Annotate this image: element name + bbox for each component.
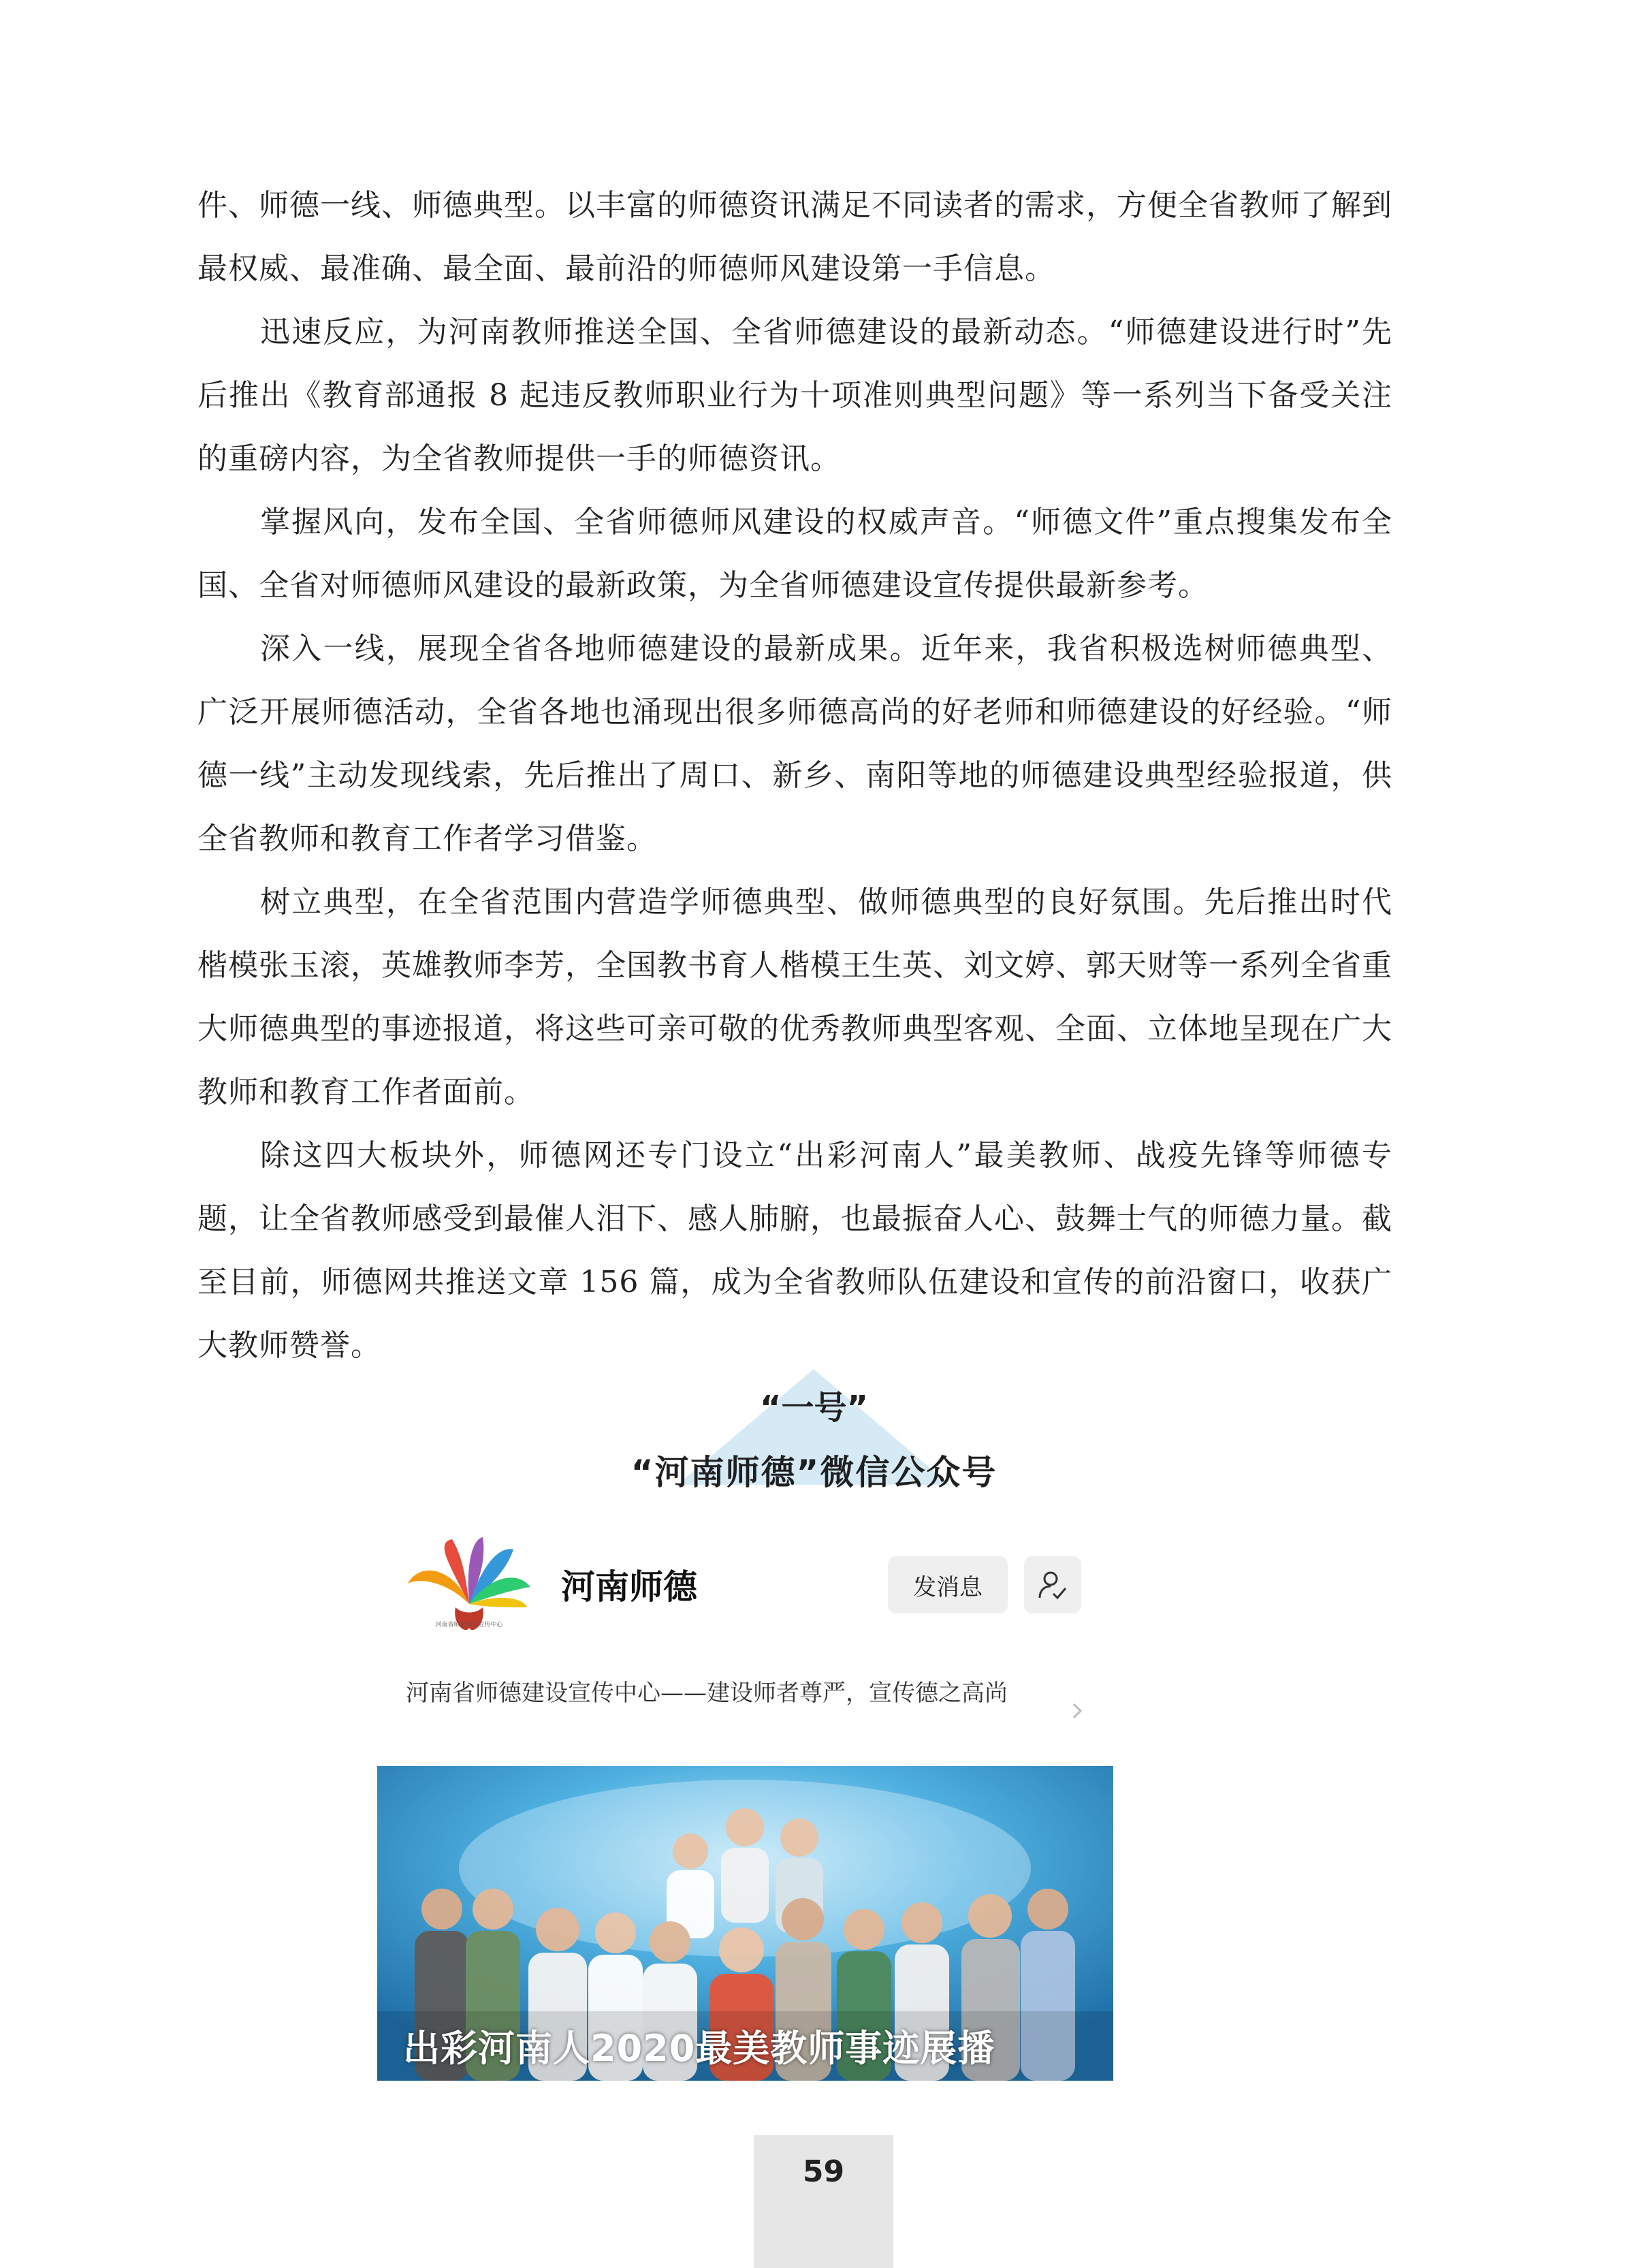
- chevron-right-icon[interactable]: [1067, 1701, 1087, 1721]
- follow-button[interactable]: [1024, 1556, 1081, 1613]
- wechat-account-screenshot: [376, 1515, 1115, 2082]
- section-title-line1: “一号”: [759, 1389, 869, 1427]
- account-description: 河南省师德建设宣传中心——建设师者尊严，宣传德之高尚: [406, 1680, 1008, 1707]
- logo-caption: 河南省师德建设宣传中心: [435, 1622, 503, 1628]
- paragraph-3: 掌握风向，发布全国、全省师德师风建设的权威声音。“师德文件”重点搜集发布全国、全省对师德师风建设的最新政策，为全省师德建设宣传提供最新参考。: [197, 505, 1392, 603]
- banner-caption: 出彩河南人2020最美教师事迹展播: [403, 2027, 995, 2070]
- page-number-box: [754, 2135, 893, 2268]
- section-title: [0, 1369, 1628, 1505]
- paragraph-4: 深入一线，展现全省各地师德建设的最新成果。近年来，我省积极选树师德典型、广泛开展师德活动，全省各地也涌现出很多师德高尚的好老师和师德建设的好经验。“师德一线”主动发现线索，先后推出了周口、新乡、南阳等地的师德建设典型经验报道，供全省教师和教育工作者学习借鉴。: [197, 631, 1392, 856]
- user-check-icon: [1037, 1569, 1068, 1601]
- send-message-button[interactable]: 发消息: [888, 1556, 1008, 1613]
- page-number: 59: [802, 2154, 845, 2189]
- banner-image[interactable]: [377, 1766, 1113, 2081]
- body-text: [197, 174, 1392, 1377]
- account-logo-icon: [403, 1532, 536, 1648]
- account-name: 河南师德: [561, 1567, 697, 1607]
- wechat-account-header: [376, 1515, 1115, 1652]
- paragraph-1: 件、师德一线、师德典型。以丰富的师德资讯满足不同读者的需求，方便全省教师了解到最权威、最准确、最全面、最前沿的师德师风建设第一手信息。: [197, 188, 1392, 286]
- paragraph-6: 除这四大板块外，师德网还专门设立“出彩河南人”最美教师、战疫先锋等师德专题，让全省教师感受到最催人泪下、感人肺腑，也最振奋人心、鼓舞士气的师德力量。截至目前，师德网共推送文章 156 篇，成为全省教师队伍建设和宣传的前沿窗口，收获广大教师赞誉。: [197, 1138, 1392, 1363]
- paragraph-2: 迅速反应，为河南教师推送全国、全省师德建设的最新动态。“师德建设进行时”先后推出《教育部通报 8 起违反教师职业行为十项准则典型问题》等一系列当下备受关注的重磅内容，为全省教师提供一手的师德资讯。: [197, 315, 1392, 476]
- paragraph-5: 树立典型，在全省范围内营造学师德典型、做师德典型的良好氛围。先后推出时代楷模张玉滚，英雄教师李芳，全国教书育人楷模王生英、刘文婷、郭天财等一系列全省重大师德典型的事迹报道，将这些可亲可敬的优秀教师典型客观、全面、立体地呈现在广大教师和教育工作者面前。: [197, 885, 1392, 1109]
- section-title-line2: “河南师德”微信公众号: [631, 1453, 997, 1492]
